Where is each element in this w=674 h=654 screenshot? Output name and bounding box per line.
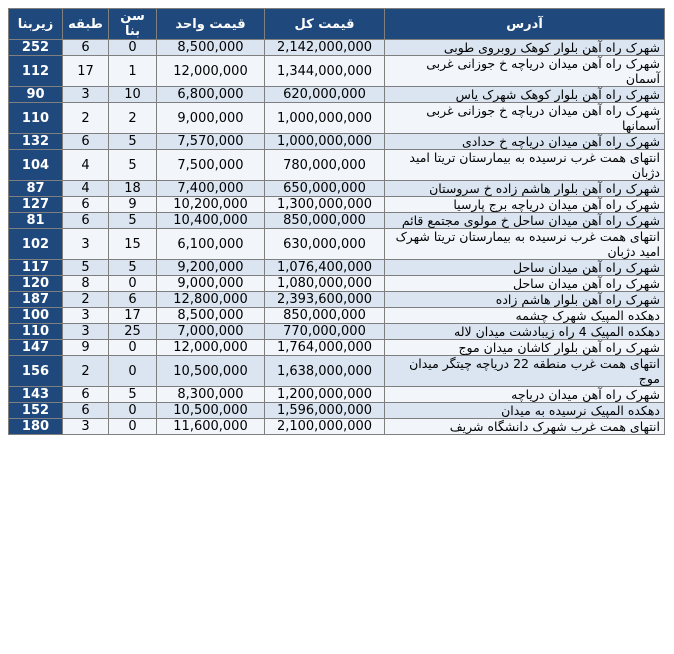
cell-area: 110 bbox=[9, 103, 63, 134]
cell-area: 143 bbox=[9, 387, 63, 403]
cell-unit-price: 7,000,000 bbox=[157, 324, 265, 340]
cell-unit-price: 6,100,000 bbox=[157, 229, 265, 260]
cell-total-price: 850,000,000 bbox=[265, 308, 385, 324]
header-age: سن بنا bbox=[109, 9, 157, 40]
cell-age: 0 bbox=[109, 356, 157, 387]
cell-area: 110 bbox=[9, 324, 63, 340]
cell-age: 15 bbox=[109, 229, 157, 260]
table-row bbox=[9, 40, 665, 56]
cell-total-price: 1,344,000,000 bbox=[265, 56, 385, 87]
cell-floor: 4 bbox=[63, 181, 109, 197]
cell-total-price: 850,000,000 bbox=[265, 213, 385, 229]
table-body bbox=[9, 40, 665, 435]
cell-floor: 2 bbox=[63, 292, 109, 308]
cell-floor: 6 bbox=[63, 197, 109, 213]
cell-age: 18 bbox=[109, 181, 157, 197]
table-row bbox=[9, 197, 665, 213]
listing-table bbox=[8, 8, 665, 435]
table-row bbox=[9, 308, 665, 324]
cell-floor: 2 bbox=[63, 356, 109, 387]
cell-floor: 3 bbox=[63, 87, 109, 103]
cell-address: دهکده المپیک نرسیده به میدان bbox=[385, 403, 665, 419]
table-row bbox=[9, 56, 665, 87]
cell-address: شهرک راه آهن میدان دریاچه bbox=[385, 387, 665, 403]
cell-address: شهرک راه آهن میدان ساحل خ مولوی مجتمع قائم bbox=[385, 213, 665, 229]
cell-age: 0 bbox=[109, 40, 157, 56]
cell-age: 10 bbox=[109, 87, 157, 103]
cell-total-price: 1,076,400,000 bbox=[265, 260, 385, 276]
cell-area: 81 bbox=[9, 213, 63, 229]
cell-address: انتهای همت غرب منطقه 22 دریاچه چیتگر میدان موج bbox=[385, 356, 665, 387]
cell-area: 117 bbox=[9, 260, 63, 276]
cell-total-price: 1,596,000,000 bbox=[265, 403, 385, 419]
cell-area: 104 bbox=[9, 150, 63, 181]
table-row bbox=[9, 260, 665, 276]
cell-unit-price: 11,600,000 bbox=[157, 419, 265, 435]
table-row bbox=[9, 229, 665, 260]
cell-floor: 17 bbox=[63, 56, 109, 87]
cell-unit-price: 8,500,000 bbox=[157, 40, 265, 56]
cell-age: 0 bbox=[109, 403, 157, 419]
cell-total-price: 1,200,000,000 bbox=[265, 387, 385, 403]
table-row bbox=[9, 150, 665, 181]
cell-total-price: 1,764,000,000 bbox=[265, 340, 385, 356]
cell-age: 5 bbox=[109, 387, 157, 403]
cell-floor: 2 bbox=[63, 103, 109, 134]
cell-address: شهرک راه آهن میدان ساحل bbox=[385, 276, 665, 292]
cell-total-price: 2,142,000,000 bbox=[265, 40, 385, 56]
table-row bbox=[9, 87, 665, 103]
cell-address: شهرک راه آهن میدان دریاچه خ جوزانی غربی آسمانها bbox=[385, 103, 665, 134]
cell-age: 5 bbox=[109, 150, 157, 181]
cell-area: 120 bbox=[9, 276, 63, 292]
cell-address: شهرک راه آهن میدان دریاچه خ حدادی bbox=[385, 134, 665, 150]
cell-age: 5 bbox=[109, 213, 157, 229]
cell-total-price: 780,000,000 bbox=[265, 150, 385, 181]
table-row bbox=[9, 419, 665, 435]
table-row bbox=[9, 134, 665, 150]
cell-age: 6 bbox=[109, 292, 157, 308]
cell-floor: 8 bbox=[63, 276, 109, 292]
cell-unit-price: 10,500,000 bbox=[157, 403, 265, 419]
cell-unit-price: 10,500,000 bbox=[157, 356, 265, 387]
table-row bbox=[9, 276, 665, 292]
table-row bbox=[9, 181, 665, 197]
table-row bbox=[9, 403, 665, 419]
cell-area: 132 bbox=[9, 134, 63, 150]
cell-address: شهرک راه آهن بلوار کاشان میدان موج bbox=[385, 340, 665, 356]
cell-address: شهرک راه آهن بلوار هاشم زاده bbox=[385, 292, 665, 308]
cell-floor: 3 bbox=[63, 419, 109, 435]
cell-area: 152 bbox=[9, 403, 63, 419]
cell-floor: 6 bbox=[63, 387, 109, 403]
cell-unit-price: 9,000,000 bbox=[157, 276, 265, 292]
cell-area: 100 bbox=[9, 308, 63, 324]
cell-total-price: 1,300,000,000 bbox=[265, 197, 385, 213]
cell-age: 0 bbox=[109, 276, 157, 292]
cell-age: 1 bbox=[109, 56, 157, 87]
cell-area: 112 bbox=[9, 56, 63, 87]
cell-address: دهکده المپیک شهرک چشمه bbox=[385, 308, 665, 324]
listing-table-wrapper bbox=[8, 8, 664, 435]
cell-floor: 3 bbox=[63, 229, 109, 260]
cell-unit-price: 7,570,000 bbox=[157, 134, 265, 150]
table-header bbox=[9, 9, 665, 40]
cell-total-price: 620,000,000 bbox=[265, 87, 385, 103]
cell-total-price: 630,000,000 bbox=[265, 229, 385, 260]
cell-unit-price: 12,800,000 bbox=[157, 292, 265, 308]
header-total-price: قیمت کل bbox=[265, 9, 385, 40]
table-row bbox=[9, 292, 665, 308]
cell-floor: 6 bbox=[63, 213, 109, 229]
cell-unit-price: 9,200,000 bbox=[157, 260, 265, 276]
cell-floor: 4 bbox=[63, 150, 109, 181]
table-row bbox=[9, 324, 665, 340]
cell-unit-price: 8,300,000 bbox=[157, 387, 265, 403]
cell-area: 87 bbox=[9, 181, 63, 197]
table-row bbox=[9, 356, 665, 387]
cell-age: 25 bbox=[109, 324, 157, 340]
cell-unit-price: 9,000,000 bbox=[157, 103, 265, 134]
cell-address: شهرک راه آهن بلوار کوهک روبروی طوبی bbox=[385, 40, 665, 56]
cell-total-price: 2,100,000,000 bbox=[265, 419, 385, 435]
table-row bbox=[9, 340, 665, 356]
cell-floor: 6 bbox=[63, 403, 109, 419]
cell-address: شهرک راه آهن بلوار هاشم زاده خ سروستان bbox=[385, 181, 665, 197]
cell-area: 102 bbox=[9, 229, 63, 260]
cell-unit-price: 7,400,000 bbox=[157, 181, 265, 197]
cell-floor: 9 bbox=[63, 340, 109, 356]
cell-floor: 6 bbox=[63, 134, 109, 150]
table-row bbox=[9, 387, 665, 403]
cell-floor: 6 bbox=[63, 40, 109, 56]
cell-address: شهرک راه آهن میدان ساحل bbox=[385, 260, 665, 276]
cell-unit-price: 12,000,000 bbox=[157, 340, 265, 356]
cell-address: دهکده المپیک 4 راه زیبادشت میدان لاله bbox=[385, 324, 665, 340]
cell-total-price: 1,000,000,000 bbox=[265, 134, 385, 150]
cell-area: 187 bbox=[9, 292, 63, 308]
cell-age: 2 bbox=[109, 103, 157, 134]
cell-unit-price: 6,800,000 bbox=[157, 87, 265, 103]
cell-address: انتهای همت غرب نرسیده به بیمارستان تریتا امید دژبان bbox=[385, 150, 665, 181]
cell-area: 156 bbox=[9, 356, 63, 387]
cell-total-price: 650,000,000 bbox=[265, 181, 385, 197]
cell-total-price: 1,638,000,000 bbox=[265, 356, 385, 387]
cell-unit-price: 7,500,000 bbox=[157, 150, 265, 181]
cell-area: 252 bbox=[9, 40, 63, 56]
cell-age: 0 bbox=[109, 340, 157, 356]
cell-age: 0 bbox=[109, 419, 157, 435]
cell-floor: 5 bbox=[63, 260, 109, 276]
cell-unit-price: 12,000,000 bbox=[157, 56, 265, 87]
cell-total-price: 2,393,600,000 bbox=[265, 292, 385, 308]
header-unit-price: قیمت واحد bbox=[157, 9, 265, 40]
cell-age: 5 bbox=[109, 260, 157, 276]
cell-area: 147 bbox=[9, 340, 63, 356]
cell-address: شهرک راه آهن میدان دریاچه خ جوزانی غربی آسمان bbox=[385, 56, 665, 87]
cell-total-price: 1,080,000,000 bbox=[265, 276, 385, 292]
cell-area: 90 bbox=[9, 87, 63, 103]
cell-address: انتهای همت غرب شهرک دانشگاه شریف bbox=[385, 419, 665, 435]
header-floor: طبقه bbox=[63, 9, 109, 40]
cell-area: 127 bbox=[9, 197, 63, 213]
cell-total-price: 770,000,000 bbox=[265, 324, 385, 340]
cell-age: 5 bbox=[109, 134, 157, 150]
cell-address: شهرک راه آهن میدان دریاچه برج پارسیا bbox=[385, 197, 665, 213]
cell-unit-price: 10,200,000 bbox=[157, 197, 265, 213]
cell-address: انتهای همت غرب نرسیده به بیمارستان تریتا شهرک امید دژبان bbox=[385, 229, 665, 260]
header-address: آدرس bbox=[385, 9, 665, 40]
cell-total-price: 1,000,000,000 bbox=[265, 103, 385, 134]
header-area: زیربنا bbox=[9, 9, 63, 40]
header-row bbox=[9, 9, 665, 40]
cell-unit-price: 10,400,000 bbox=[157, 213, 265, 229]
table-row bbox=[9, 213, 665, 229]
cell-floor: 3 bbox=[63, 308, 109, 324]
cell-unit-price: 8,500,000 bbox=[157, 308, 265, 324]
cell-area: 180 bbox=[9, 419, 63, 435]
table-row bbox=[9, 103, 665, 134]
cell-floor: 3 bbox=[63, 324, 109, 340]
cell-age: 9 bbox=[109, 197, 157, 213]
cell-address: شهرک راه آهن بلوار کوهک شهرک یاس bbox=[385, 87, 665, 103]
cell-age: 17 bbox=[109, 308, 157, 324]
